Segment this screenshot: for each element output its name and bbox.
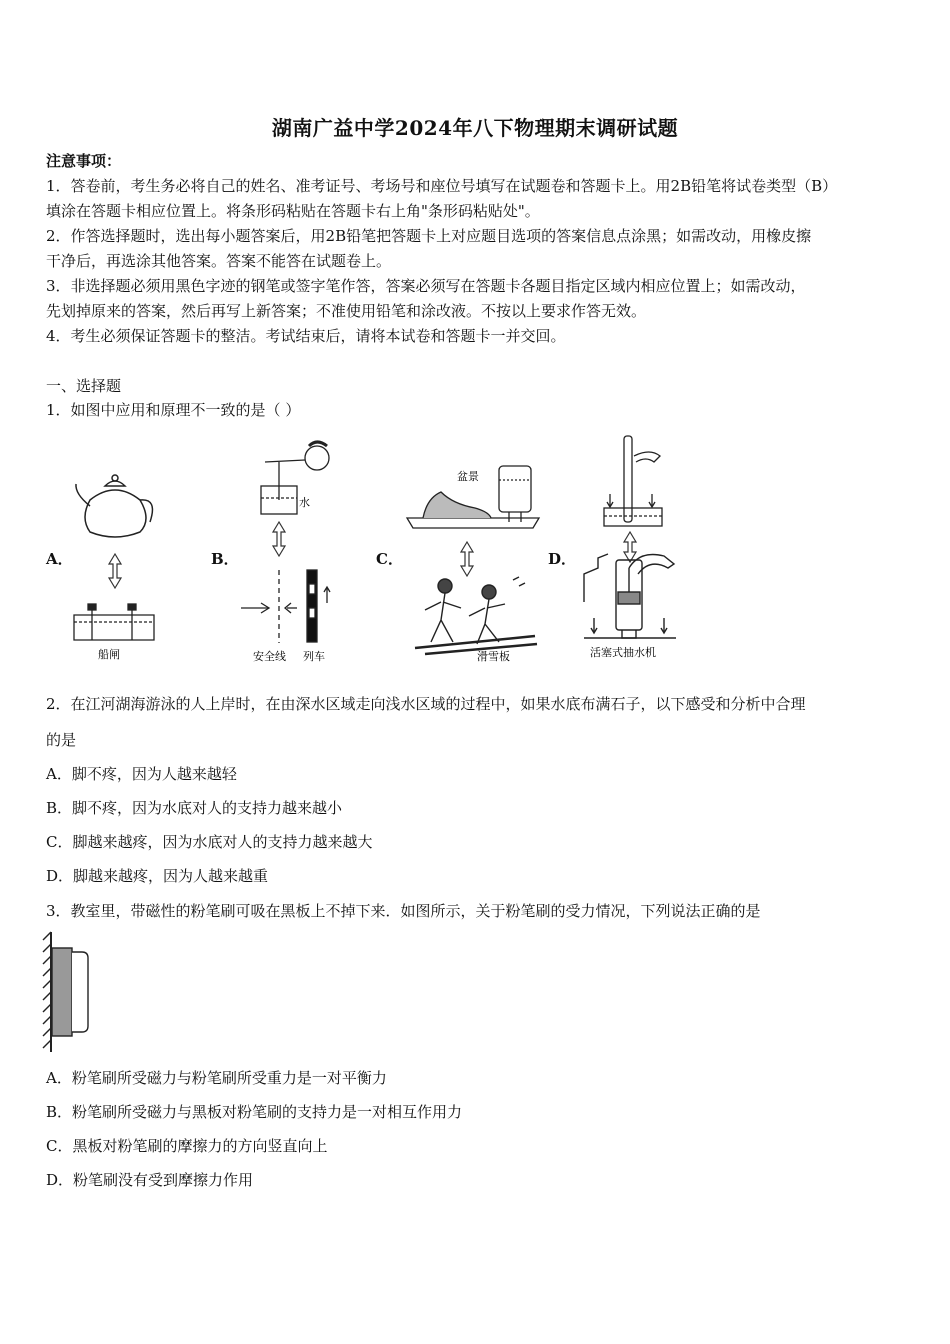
double-arrow-icon: [624, 532, 636, 562]
figure-caption: 船闸: [98, 648, 120, 661]
figure-caption: 安全线: [253, 650, 286, 663]
q2-option-a: A．脚不疼，因为人越来越轻: [46, 765, 237, 783]
figure-caption: 列车: [303, 650, 325, 663]
q1-option-d-label: D．: [548, 550, 577, 568]
ship-lock-icon: [74, 604, 154, 640]
q2-option-d: D．脚越来越疼，因为人越来越重: [46, 867, 269, 885]
teapot-icon: [76, 475, 153, 537]
teapot-shiplock-figure: [70, 470, 160, 665]
section-heading: 一、选择题: [46, 377, 122, 395]
q1-option-a-label: A．: [46, 550, 73, 568]
notes-heading: 注意事项：: [46, 152, 122, 170]
q2-option-b: B．脚不疼，因为水底对人的支持力越来越小: [46, 799, 343, 817]
double-arrow-icon: [273, 522, 285, 556]
question-1-stem: 1．如图中应用和原理不一致的是（ ）: [46, 401, 301, 419]
notes-line: 2．作答选择题时，选出每小题答案后，用2B铅笔把答题卡上对应题目选项的答案信息点涂黑；如需改动，用橡皮擦: [46, 227, 812, 245]
q2-option-c: C．脚越来越疼，因为水底对人的支持力越来越大: [46, 833, 373, 851]
notes-line: 干净后，再选涂其他答案。答案不能答在试题卷上。: [46, 252, 392, 270]
bernoulli-train-figure: [235, 438, 340, 666]
page-title: 湖南广益中学2024年八下物理期末调研试题: [271, 116, 679, 140]
q3-option-d: D．粉笔刷没有受到摩擦力作用: [46, 1171, 254, 1189]
q3-option-b: B．粉笔刷所受磁力与黑板对粉笔刷的支持力是一对相互作用力: [46, 1103, 463, 1121]
figure-caption: 水: [299, 496, 310, 509]
q1-option-c-label: C．: [376, 550, 403, 568]
notes-line: 填涂在答题卡相应位置上。将条形码粘贴在答题卡右上角"条形码粘贴处"。: [46, 202, 540, 220]
question-2-stem: 的是: [46, 731, 77, 749]
chalk-brush-icon: [52, 948, 88, 1036]
q3-option-a: A．粉笔刷所受磁力与粉笔刷所受重力是一对平衡力: [46, 1069, 387, 1087]
q3-option-c: C．黑板对粉笔刷的摩擦力的方向竖直向上: [46, 1137, 328, 1155]
figure-caption: 活塞式抽水机: [590, 646, 656, 659]
notes-line: 1．答卷前，考生务必将自己的姓名、准考证号、考场号和座位号填写在试题卷和答题卡上。用2B铅笔将试卷类型（B）: [46, 177, 838, 195]
blackboard-icon: [43, 932, 51, 1052]
pump-figure: [580, 432, 690, 664]
double-arrow-icon: [461, 542, 473, 576]
q1-option-b-label: B．: [211, 550, 239, 568]
piston-pump-icon: [584, 554, 676, 638]
bonsai-ski-figure: [405, 460, 545, 665]
skier-icon: [415, 577, 537, 654]
notes-line: 4．考生必须保证答题卡的整洁。考试结束后，请将本试卷和答题卡一并交回。: [46, 327, 566, 345]
question-2-stem: 2．在江河湖海游泳的人上岸时，在由深水区域走向浅水区域的过程中，如果水底布满石子，以下感受和分析中合理: [46, 695, 806, 713]
mercury-tube-icon: [604, 436, 662, 526]
notes-line: 3．非选择题必须用黑色字迹的钢笔或签字笔作答，答案必须写在答题卡各题目指定区域内相应位置上；如需改动，: [46, 277, 806, 295]
double-arrow-icon: [109, 554, 121, 588]
figure-caption: 盆景: [457, 470, 479, 483]
chalk-brush-figure: [40, 930, 100, 1055]
question-3-stem: 3．教室里，带磁性的粉笔刷可吸在黑板上不掉下来．如图所示，关于粉笔刷的受力情况，下列说法正确的是: [46, 902, 761, 920]
train-icon: [241, 570, 330, 643]
notes-line: 先划掉原来的答案，然后再写上新答案；不准使用铅笔和涂改液。不按以上要求作答无效。: [46, 302, 647, 320]
blowing-person-icon: [261, 442, 329, 514]
figure-caption: 滑雪板: [477, 650, 510, 663]
